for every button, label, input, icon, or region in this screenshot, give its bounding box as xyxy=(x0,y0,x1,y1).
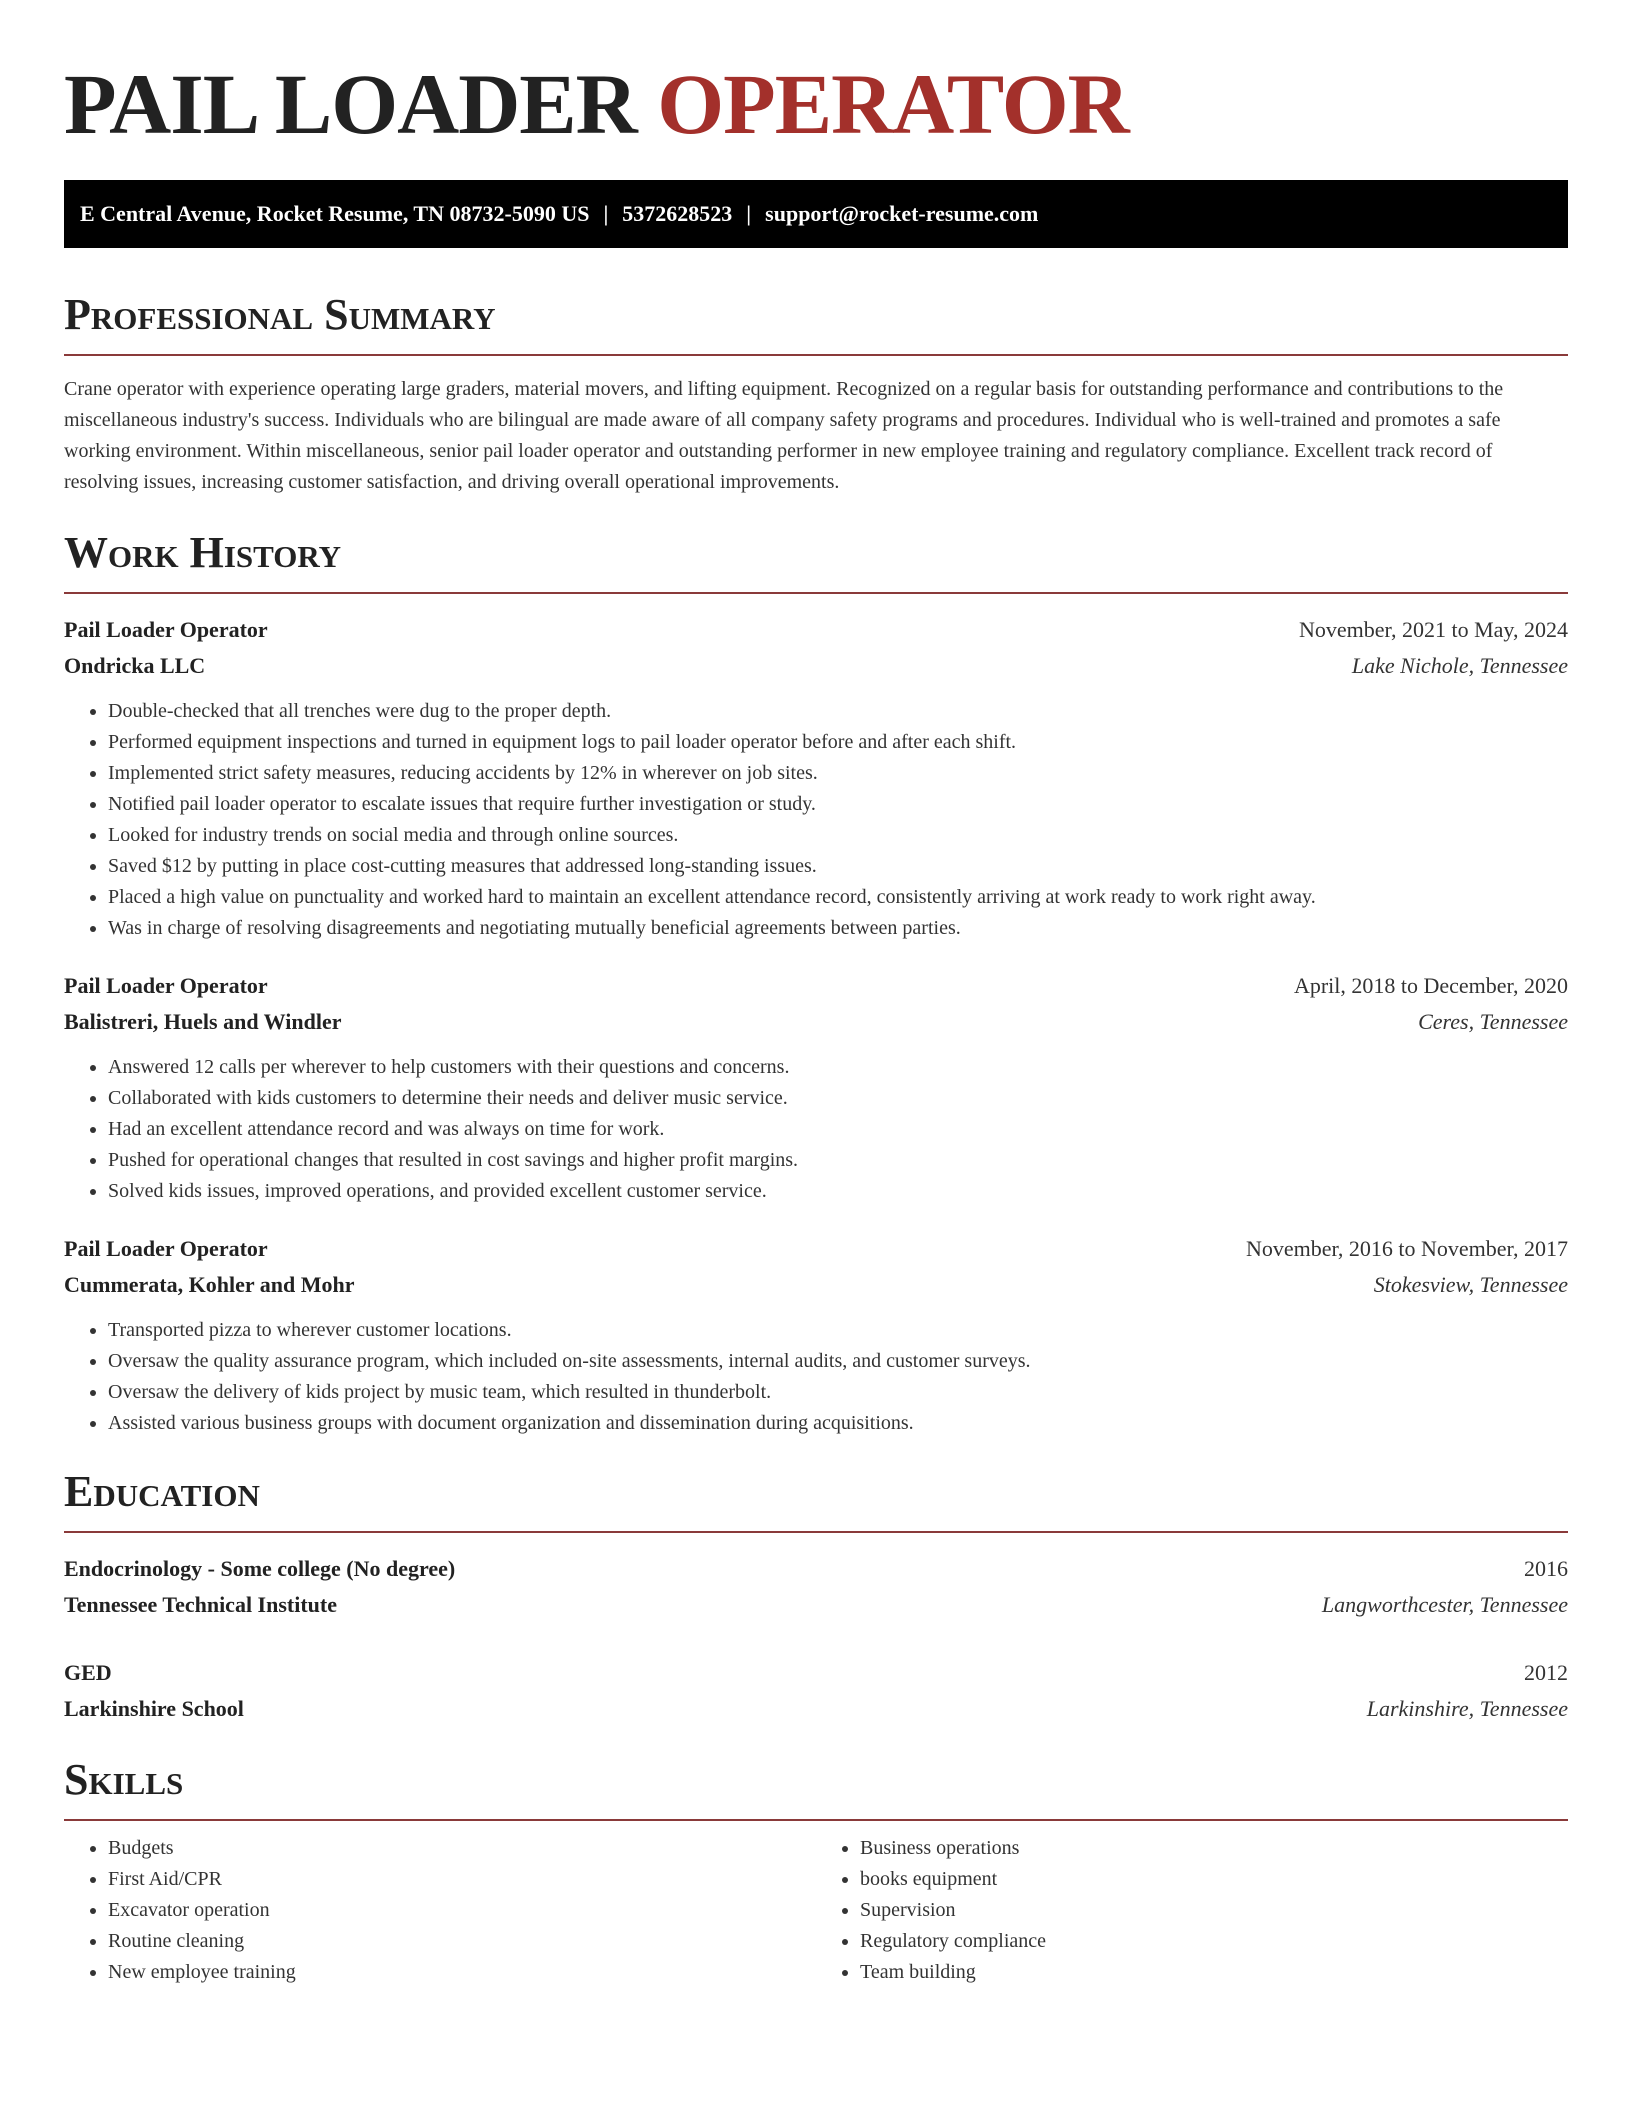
education-year: 2012 xyxy=(1524,1660,1568,1685)
education-title: Education xyxy=(64,1467,260,1516)
education-degree-row xyxy=(64,1655,1568,1691)
list-item: • Placed a high value on punctuality and worked hard to maintain an excellent attendance record, consistently arriving at work ready to work right away. xyxy=(108,882,1568,913)
name-accent: OPERATOR xyxy=(657,56,1129,152)
job-role: Pail Loader Operator xyxy=(64,1236,268,1261)
skill-item: • Budgets xyxy=(108,1833,816,1864)
list-item: • Collaborated with kids customers to determine their needs and deliver music service. xyxy=(108,1083,1568,1114)
job-role: Pail Loader Operator xyxy=(64,617,268,642)
skill-item: • Regulatory compliance xyxy=(860,1926,1568,1957)
skill-item: • Business operations xyxy=(860,1833,1568,1864)
list-item: • Had an excellent attendance record and was always on time for work. xyxy=(108,1114,1568,1145)
skill-item: • Supervision xyxy=(860,1895,1568,1926)
list-item: • Answered 12 calls per wherever to help customers with their questions and concerns. xyxy=(108,1052,1568,1083)
list-item: • Transported pizza to wherever customer locations. xyxy=(108,1315,1568,1346)
education-degree: Endocrinology - Some college (No degree) xyxy=(64,1556,456,1581)
list-item: • Notified pail loader operator to escalate issues that require further investigation or study. xyxy=(108,789,1568,820)
list-item: • Oversaw the quality assurance program, which included on-site assessments, internal audits, and customer surveys. xyxy=(108,1346,1568,1377)
education-location: Larkinshire, Tennessee xyxy=(1366,1696,1568,1721)
skill-item: • Excavator operation xyxy=(108,1895,816,1926)
candidate-name xyxy=(64,56,1568,152)
skills-title: Skills xyxy=(64,1755,184,1804)
list-item: • Double-checked that all trenches were dug to the proper depth. xyxy=(108,696,1568,727)
job-company: Balistreri, Huels and Windler xyxy=(64,1009,342,1034)
contact-separator: | xyxy=(603,201,609,226)
list-item: • Oversaw the delivery of kids project by music team, which resulted in thunderbolt. xyxy=(108,1377,1568,1408)
section-divider xyxy=(64,354,1568,356)
contact-bar xyxy=(64,180,1568,248)
contact-phone: 5372628523 xyxy=(622,201,733,226)
job-company-row xyxy=(64,1267,1568,1303)
job-bullets xyxy=(64,1052,1568,1207)
job-company: Ondricka LLC xyxy=(64,653,206,678)
contact-separator: | xyxy=(746,201,752,226)
job-location: Lake Nichole, Tennessee xyxy=(1351,653,1568,678)
list-item: • Looked for industry trends on social media and through online sources. xyxy=(108,820,1568,851)
list-item: • Performed equipment inspections and turned in equipment logs to pail loader operator before and after each shift. xyxy=(108,727,1568,758)
education-entry xyxy=(64,1655,1568,1727)
name-first: PAIL LOADER xyxy=(64,56,637,152)
skill-item: • Team building xyxy=(860,1957,1568,1988)
job-header-row xyxy=(64,968,1568,1004)
list-item: • Solved kids issues, improved operations, and provided excellent customer service. xyxy=(108,1176,1568,1207)
education-school: Tennessee Technical Institute xyxy=(64,1592,338,1617)
job-header-row xyxy=(64,612,1568,648)
summary-text: Crane operator with experience operating large graders, material movers, and lifting equipment. Recognized on a regular basis for outstanding performance and contributions to the miscellaneous industry's success. Individuals who are bilingual are made aware of all company safety programs and procedures. Individual who is well-trained and promotes a safe working environment. Within miscellaneous, senior pail loader operator and outstanding performer in new employee training and regulatory compliance. Excellent track record of resolving issues, increasing customer satisfaction, and driving overall operational improvements. xyxy=(64,378,1504,493)
job-dates: April, 2018 to December, 2020 xyxy=(1293,973,1568,998)
section-divider xyxy=(64,1819,1568,1821)
section-divider xyxy=(64,1531,1568,1533)
education-school-row xyxy=(64,1587,1568,1623)
job-header-row xyxy=(64,1231,1568,1267)
job-role: Pail Loader Operator xyxy=(64,973,268,998)
education-year: 2016 xyxy=(1524,1556,1568,1581)
job-entry xyxy=(64,1231,1568,1439)
job-location: Stokesview, Tennessee xyxy=(1373,1272,1568,1297)
work-history-section xyxy=(64,528,1568,1439)
list-item: • Pushed for operational changes that resulted in cost savings and higher profit margins. xyxy=(108,1145,1568,1176)
list-item: • Was in charge of resolving disagreements and negotiating mutually beneficial agreements between parties. xyxy=(108,913,1568,944)
education-entry xyxy=(64,1551,1568,1623)
resume-page xyxy=(64,0,1568,1988)
skills-grid xyxy=(64,1833,1568,1988)
education-degree: GED xyxy=(64,1660,112,1685)
skills-list-right xyxy=(816,1833,1568,1988)
education-degree-row xyxy=(64,1551,1568,1587)
job-entry xyxy=(64,968,1568,1207)
job-location: Ceres, Tennessee xyxy=(1418,1009,1568,1034)
contact-address: E Central Avenue, Rocket Resume, TN 08732-5090 US xyxy=(80,201,590,226)
list-item: • Saved $12 by putting in place cost-cutting measures that addressed long-standing issues. xyxy=(108,851,1568,882)
job-entry xyxy=(64,612,1568,944)
job-dates: November, 2016 to November, 2017 xyxy=(1245,1236,1568,1261)
summary-section xyxy=(64,290,1568,498)
list-item: • Implemented strict safety measures, reducing accidents by 12% in wherever on job sites. xyxy=(108,758,1568,789)
job-bullets xyxy=(64,696,1568,944)
job-company: Cummerata, Kohler and Mohr xyxy=(64,1272,355,1297)
job-bullets xyxy=(64,1315,1568,1439)
list-item: • Assisted various business groups with document organization and dissemination during acquisitions. xyxy=(108,1408,1568,1439)
skill-item: • books equipment xyxy=(860,1864,1568,1895)
skill-item: • New employee training xyxy=(108,1957,816,1988)
skill-item: • First Aid/CPR xyxy=(108,1864,816,1895)
job-company-row xyxy=(64,648,1568,684)
education-school-row xyxy=(64,1691,1568,1727)
education-school: Larkinshire School xyxy=(64,1696,244,1721)
job-dates: November, 2021 to May, 2024 xyxy=(1299,617,1568,642)
section-divider xyxy=(64,592,1568,594)
job-company-row xyxy=(64,1004,1568,1040)
summary-title: Professional Summary xyxy=(64,290,496,339)
skill-item: • Routine cleaning xyxy=(108,1926,816,1957)
contact-email: support@rocket-resume.com xyxy=(765,201,1039,226)
skills-section xyxy=(64,1755,1568,1988)
work-history-title: Work History xyxy=(64,528,342,577)
education-section xyxy=(64,1467,1568,1727)
education-location: Langworthcester, Tennessee xyxy=(1321,1592,1568,1617)
skills-list-left xyxy=(64,1833,816,1988)
